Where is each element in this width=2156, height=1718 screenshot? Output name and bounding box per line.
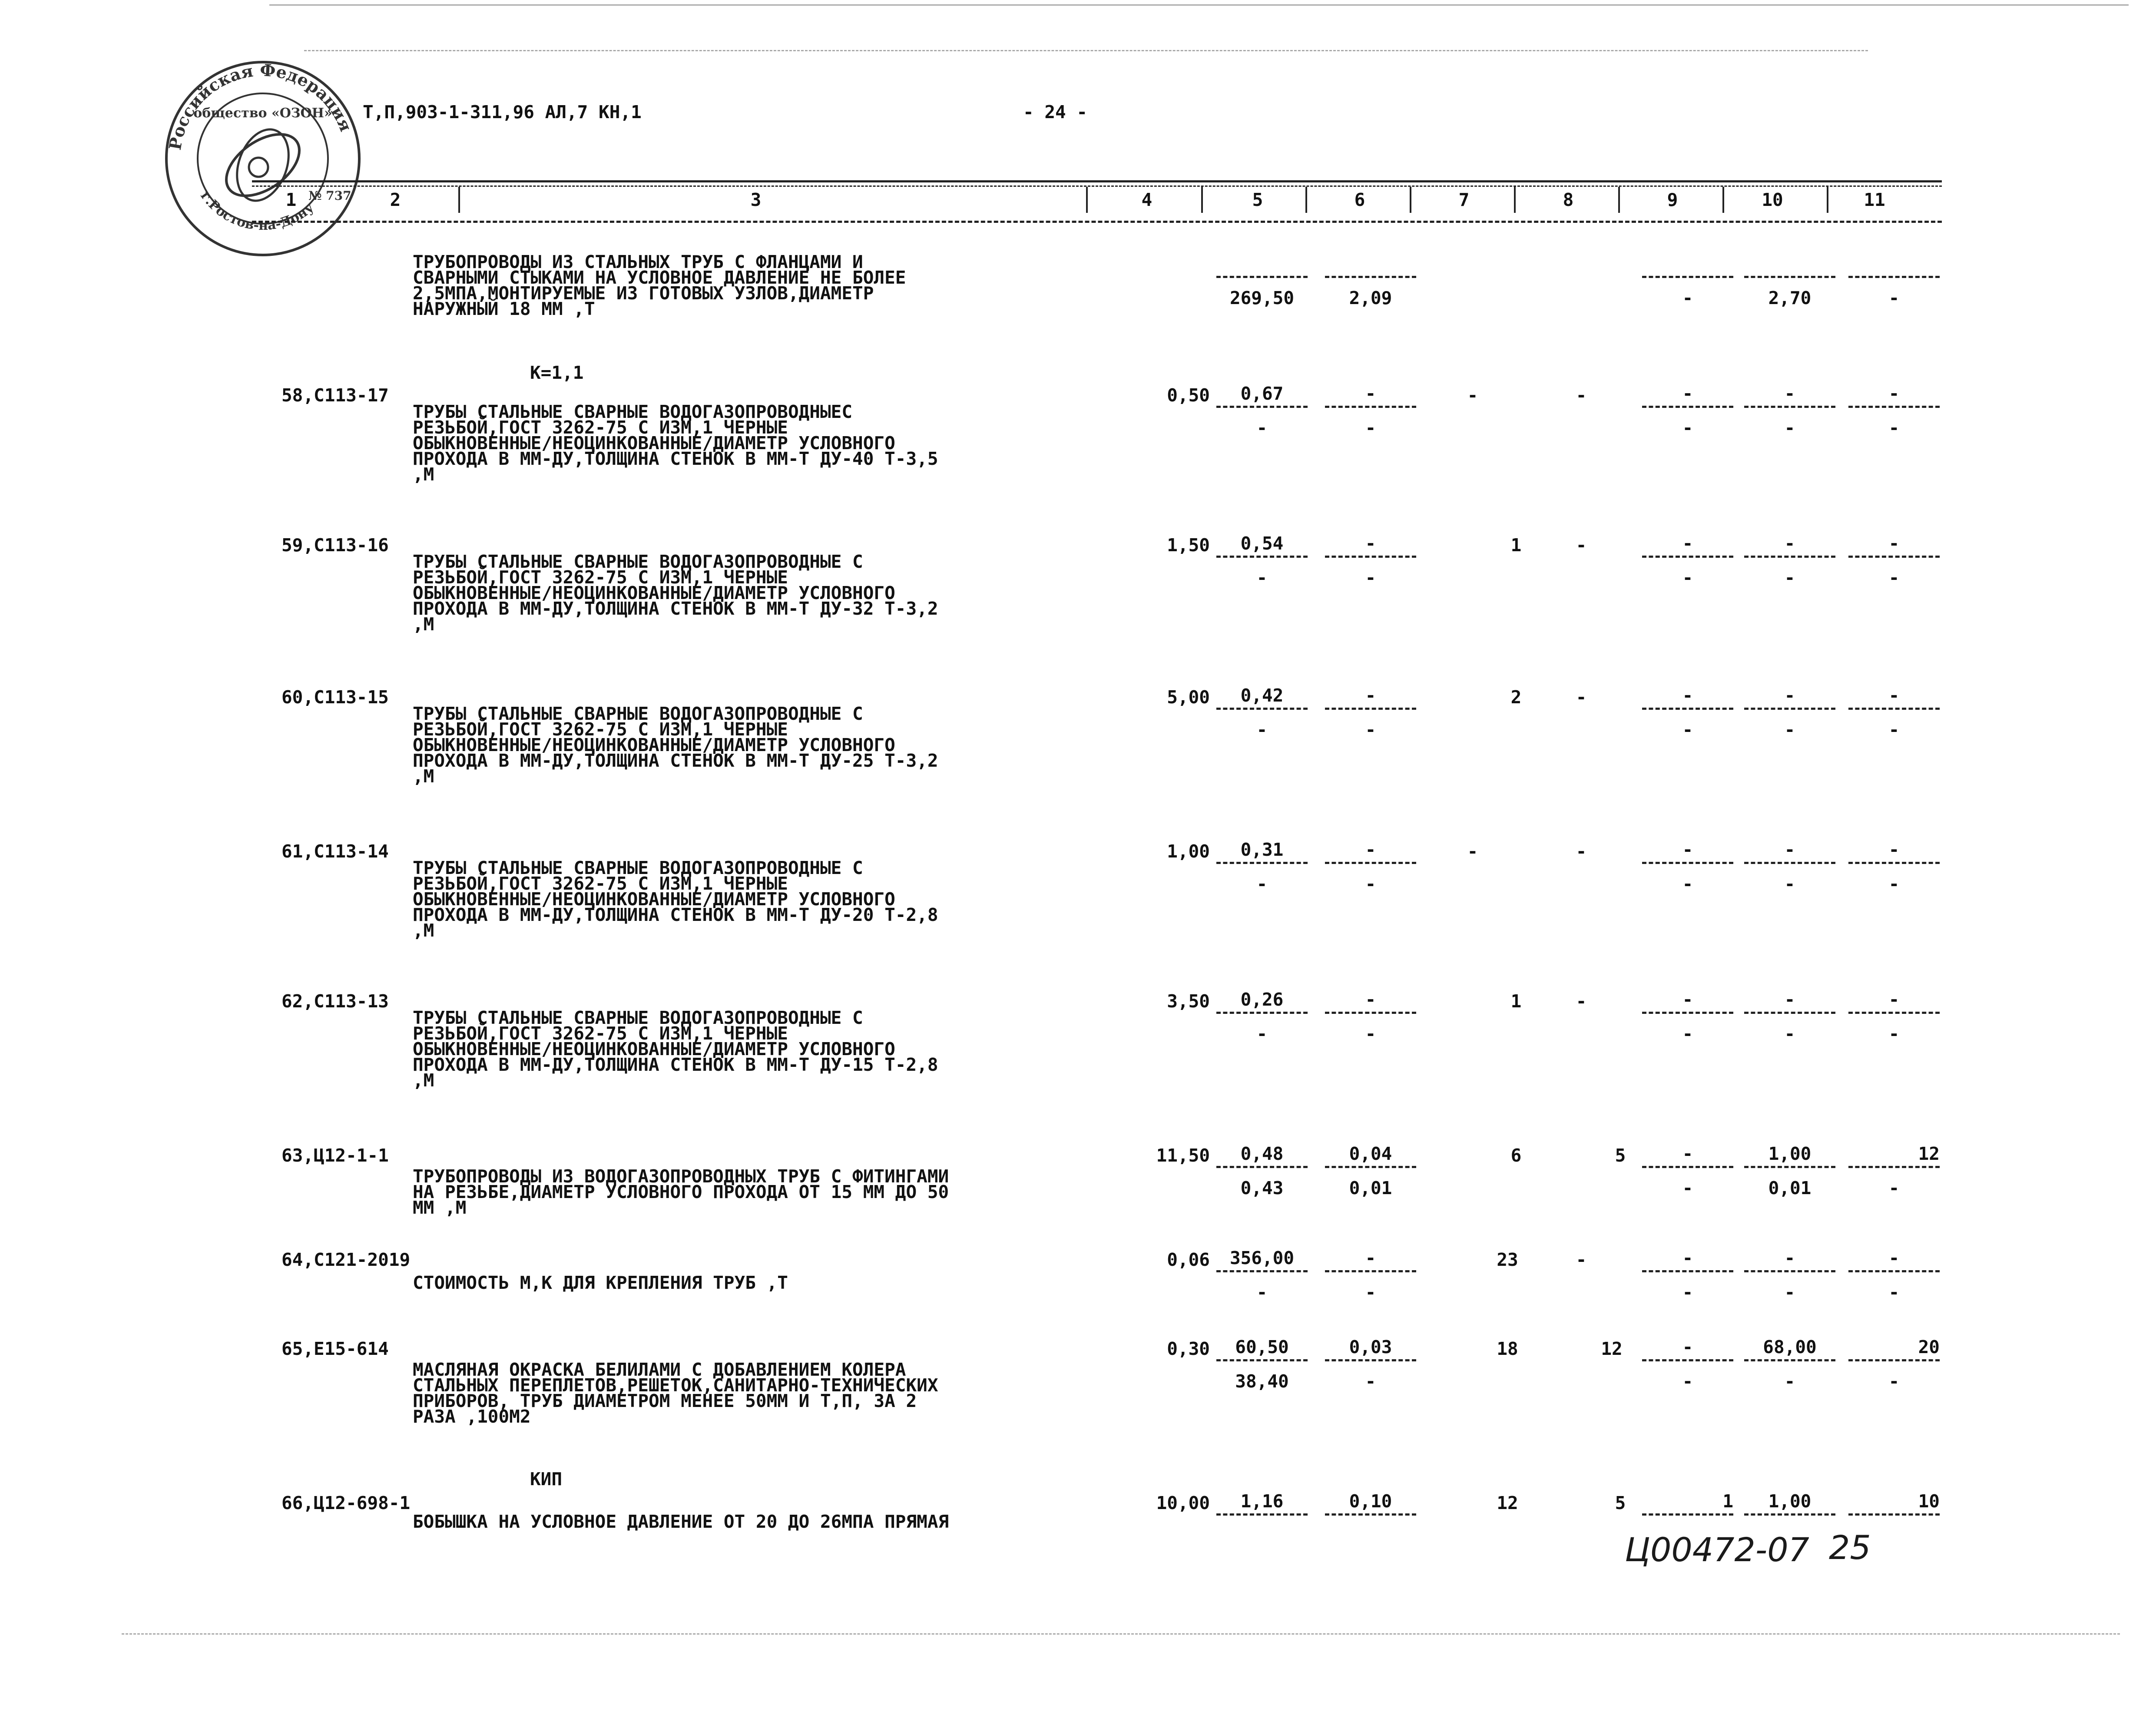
col9-pair: - - <box>1642 384 1733 437</box>
col5-pair: 0,67 - <box>1216 384 1308 437</box>
column-separator <box>1086 187 1088 213</box>
col6-pair: - - <box>1325 534 1416 587</box>
row-code: 60,С113-15 <box>282 687 389 708</box>
organization-seal-stamp <box>161 56 365 261</box>
svg-text:№ 737: № 737 <box>308 189 351 203</box>
svg-text:общество «ОЗОН»: общество «ОЗОН» <box>193 106 332 121</box>
row-code: 61,С113-14 <box>282 841 389 862</box>
row-description: БОБЫШКА НА УСЛОВНОЕ ДАВЛЕНИЕ ОТ 20 ДО 26МПА ПРЯМАЯ <box>413 1511 949 1532</box>
col4-value: 0,06 <box>1167 1249 1210 1270</box>
col9-pair: - - <box>1642 1337 1733 1391</box>
col10-pair: 68,00 - <box>1744 1337 1835 1391</box>
row-code: 64,С121-2019 <box>282 1249 411 1270</box>
column-separator <box>1201 187 1203 213</box>
col4-value: 5,00 <box>1167 687 1210 708</box>
col6-pair: 0,10 <box>1325 1492 1416 1526</box>
col7-value: 18 <box>1497 1338 1518 1359</box>
column-separator <box>1618 187 1620 213</box>
column-separator <box>1722 187 1724 213</box>
col6-pair: 2,09 <box>1325 254 1416 308</box>
column-header-9: 9 <box>1667 189 1678 210</box>
col10-pair: - - <box>1744 534 1835 587</box>
col7-value: - <box>1467 385 1478 406</box>
col5-pair: 0,26 - <box>1216 990 1308 1043</box>
section-k-factor: К=1,1 <box>530 362 584 383</box>
column-separator <box>1410 187 1411 213</box>
col7-value: 12 <box>1497 1493 1518 1513</box>
row-code: 58,С113-17 <box>282 385 389 406</box>
col5-pair: 0,48 0,43 <box>1216 1144 1308 1198</box>
page-number: - 24 - <box>1023 102 1088 122</box>
row-description: ТРУБОПРОВОДЫ ИЗ СТАЛЬНЫХ ТРУБ С ФЛАНЦАМИ И СВАРНЫМИ СТЫКАМИ НА УСЛОВНОЕ ДАВЛЕНИЕ НЕ БОЛЕЕ 2,5МПА,МОНТИРУЕМЫЕ ИЗ ГОТОВЫХ УЗЛОВ,ДИАМЕТР НАРУЖНЫЙ 18 ММ ,Т <box>413 252 906 319</box>
col5-pair: 1,16 <box>1216 1492 1308 1526</box>
col5-pair: 0,54 - <box>1216 534 1308 587</box>
col9-pair: - - <box>1642 1248 1733 1302</box>
col5-pair: 0,31 - <box>1216 840 1308 894</box>
column-header-10: 10 <box>1762 189 1783 210</box>
col10-pair: - - <box>1744 840 1835 894</box>
col11-pair: - - <box>1848 534 1940 587</box>
col5-pair: 356,00 - <box>1216 1248 1308 1302</box>
col6-pair: - - <box>1325 840 1416 894</box>
scan-edge-line-top <box>269 4 2129 6</box>
col11-pair: - - <box>1848 686 1940 739</box>
row-description: ТРУБОПРОВОДЫ ИЗ ВОДОГАЗОПРОВОДНЫХ ТРУБ С ФИТИНГАМИ НА РЕЗЬБЕ,ДИАМЕТР УСЛОВНОГО ПРОХОДА ОТ 15 ММ ДО 50 ММ ,М <box>413 1166 949 1218</box>
col9-pair: 1 <box>1642 1492 1733 1526</box>
row-description: ТРУБЫ СТАЛЬНЫЕ СВАРНЫЕ ВОДОГАЗОПРОВОДНЫЕ С РЕЗЬБОЙ,ГОСТ 3262-75 С ИЗМ,1 ЧЕРНЫЕ ОБЫКНОВЕННЫЕ/НЕОЦИНКОВАННЫЕ/ДИАМЕТР УСЛОВНОГО ПРОХОДА В ММ-ДУ,ТОЛЩИНА СТЕНОК В ММ-Т ДУ-20 Т-2,8 ,М <box>413 857 938 941</box>
col7-value: 6 <box>1510 1145 1522 1166</box>
col8-value: - <box>1576 991 1587 1012</box>
row-description: ТРУБЫ СТАЛЬНЫЕ СВАРНЫЕ ВОДОГАЗОПРОВОДНЫЕ С РЕЗЬБОЙ,ГОСТ 3262-75 С ИЗМ,1 ЧЕРНЫЕ ОБЫКНОВЕННЫЕ/НЕОЦИНКОВАННЫЕ/ДИАМЕТР УСЛОВНОГО ПРОХОДА В ММ-ДУ,ТОЛЩИНА СТЕНОК В ММ-Т ДУ-15 Т-2,8 ,М <box>413 1007 938 1091</box>
col8-value: 5 <box>1615 1493 1626 1513</box>
row-code: 66,Ц12-698-1 <box>282 1493 411 1513</box>
row-code: 63,Ц12-1-1 <box>282 1145 389 1166</box>
table-header-bottom-rule <box>252 221 1942 223</box>
col9-pair: - <box>1642 254 1733 308</box>
col7-value: 1 <box>1510 991 1522 1012</box>
column-separator <box>1827 187 1828 213</box>
col4-value: 11,50 <box>1156 1145 1210 1166</box>
column-separator <box>1305 187 1307 213</box>
col5-pair: 0,42 - <box>1216 686 1308 739</box>
col10-pair: - - <box>1744 384 1835 437</box>
col10-pair: - - <box>1744 1248 1835 1302</box>
col9-pair: - - <box>1642 1144 1733 1198</box>
col6-pair: 0,04 0,01 <box>1325 1144 1416 1198</box>
table-header-top-rule-2 <box>252 185 1942 187</box>
row-description: ТРУБЫ СТАЛЬНЫЕ СВАРНЫЕ ВОДОГАЗОПРОВОДНЫЕ С РЕЗЬБОЙ,ГОСТ 3262-75 С ИЗМ,1 ЧЕРНЫЕ ОБЫКНОВЕННЫЕ/НЕОЦИНКОВАННЫЕ/ДИАМЕТР УСЛОВНОГО ПРОХОДА В ММ-ДУ,ТОЛЩИНА СТЕНОК В ММ-Т ДУ-25 Т-3,2 ,М <box>413 703 938 787</box>
col6-pair: 0,03 - <box>1325 1337 1416 1391</box>
column-separator <box>1514 187 1516 213</box>
col8-value: 5 <box>1615 1145 1626 1166</box>
col7-value: 23 <box>1497 1249 1518 1270</box>
row-code: 62,С113-13 <box>282 991 389 1012</box>
col11-pair: - - <box>1848 840 1940 894</box>
col10-pair: - - <box>1744 990 1835 1043</box>
svg-text:г.Ростов-на-Дону: г.Ростов-на-Дону <box>197 189 317 234</box>
col5-pair: 269,50 <box>1216 254 1308 308</box>
row-description: ТРУБЫ СТАЛЬНЫЕ СВАРНЫЕ ВОДОГАЗОПРОВОДНЫЕС РЕЗЬБОЙ,ГОСТ 3262-75 С ИЗМ,1 ЧЕРНЫЕ ОБЫКНОВЕННЫЕ/НЕОЦИНКОВАННЫЕ/ДИАМЕТР УСЛОВНОГО ПРОХОДА В ММ-ДУ,ТОЛЩИНА СТЕНОК В ММ-Т ДУ-40 Т-3,5 ,М <box>413 401 938 485</box>
row-description: СТОИМОСТЬ М,К ДЛЯ КРЕПЛЕНИЯ ТРУБ ,Т <box>413 1272 788 1293</box>
column-header-8: 8 <box>1563 189 1574 210</box>
col8-value: - <box>1576 687 1587 708</box>
col6-pair: - - <box>1325 686 1416 739</box>
section-kip: КИП <box>530 1469 563 1490</box>
col10-pair: 1,00 0,01 <box>1744 1144 1835 1198</box>
col4-value: 0,50 <box>1167 385 1210 406</box>
handwritten-sheet-number: 25 <box>1829 1528 1871 1567</box>
col11-pair: - - <box>1848 1248 1940 1302</box>
col10-pair: 2,70 <box>1744 254 1835 308</box>
col9-pair: - - <box>1642 990 1733 1043</box>
row-description: МАСЛЯНАЯ ОКРАСКА БЕЛИЛАМИ С ДОБАВЛЕНИЕМ КОЛЕРА СТАЛЬНЫХ ПЕРЕПЛЕТОВ,РЕШЕТОК,САНИТАРНО-ТЕХНИЧЕСКИХ ПРИБОРОВ, ТРУБ ДИАМЕТРОМ МЕНЕЕ 50ММ И Т,П, ЗА 2 РАЗА ,100М2 <box>413 1359 938 1427</box>
col6-pair: - - <box>1325 384 1416 437</box>
row-description: ТРУБЫ СТАЛЬНЫЕ СВАРНЫЕ ВОДОГАЗОПРОВОДНЫЕ С РЕЗЬБОЙ,ГОСТ 3262-75 С ИЗМ,1 ЧЕРНЫЕ ОБЫКНОВЕННЫЕ/НЕОЦИНКОВАННЫЕ/ДИАМЕТР УСЛОВНОГО ПРОХОДА В ММ-ДУ,ТОЛЩИНА СТЕНОК В ММ-Т ДУ-32 Т-3,2 ,М <box>413 551 938 635</box>
row-code: 65,Е15-614 <box>282 1338 389 1359</box>
col8-value: - <box>1576 841 1587 862</box>
col5-pair: 60,50 38,40 <box>1216 1337 1308 1391</box>
col10-pair: 1,00 <box>1744 1492 1835 1526</box>
svg-text:Российская Федерация: Российская Федерация <box>165 60 356 152</box>
col11-pair: - <box>1848 254 1940 308</box>
col4-value: 1,00 <box>1167 841 1210 862</box>
column-header-7: 7 <box>1458 189 1470 210</box>
col6-pair: - - <box>1325 990 1416 1043</box>
column-header-11: 11 <box>1864 189 1885 210</box>
column-separator <box>458 187 460 213</box>
col4-value: 0,30 <box>1167 1338 1210 1359</box>
column-header-5: 5 <box>1252 189 1263 210</box>
col11-pair: - - <box>1848 384 1940 437</box>
scan-edge-line-upper <box>304 50 1868 51</box>
col4-value: 3,50 <box>1167 991 1210 1012</box>
col11-pair: - - <box>1848 990 1940 1043</box>
col8-value: - <box>1576 1249 1587 1270</box>
document-reference: Т,П,903-1-311,96 АЛ,7 КН,1 <box>363 102 642 122</box>
col9-pair: - - <box>1642 686 1733 739</box>
column-header-3: 3 <box>750 189 762 210</box>
column-header-6: 6 <box>1354 189 1365 210</box>
col9-pair: - - <box>1642 840 1733 894</box>
col4-value: 10,00 <box>1156 1493 1210 1513</box>
column-header-4: 4 <box>1141 189 1153 210</box>
col7-value: 2 <box>1510 687 1522 708</box>
col11-pair: 12 - <box>1848 1144 1940 1198</box>
col7-value: 1 <box>1510 535 1522 556</box>
col7-value: - <box>1467 841 1478 862</box>
col4-value: 1,50 <box>1167 535 1210 556</box>
column-header-2: 2 <box>390 189 401 210</box>
row-code: 59,С113-16 <box>282 535 389 556</box>
col11-pair: 20 - <box>1848 1337 1940 1391</box>
col8-value: 12 <box>1601 1338 1623 1359</box>
col11-pair: 10 <box>1848 1492 1940 1526</box>
column-header-1: 1 <box>285 189 297 210</box>
col8-value: - <box>1576 385 1587 406</box>
col6-pair: - - <box>1325 1248 1416 1302</box>
col8-value: - <box>1576 535 1587 556</box>
handwritten-document-code: Ц00472-07 <box>1625 1530 1809 1569</box>
col10-pair: - - <box>1744 686 1835 739</box>
col9-pair: - - <box>1642 534 1733 587</box>
scan-edge-line-bottom <box>122 1633 2120 1635</box>
table-header-top-rule <box>252 180 1942 182</box>
